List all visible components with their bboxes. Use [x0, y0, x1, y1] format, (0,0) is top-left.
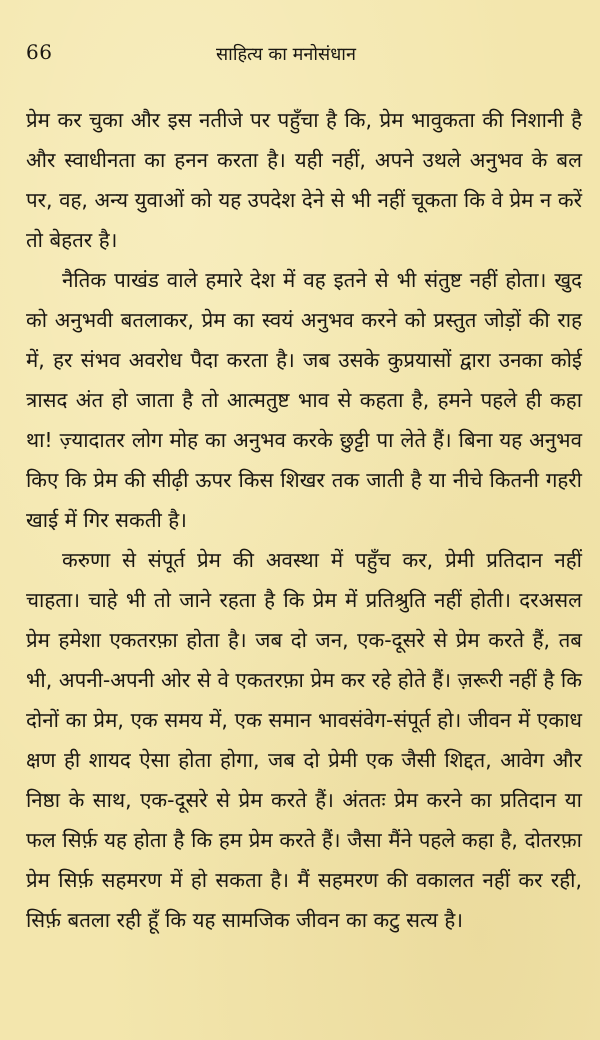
page-number: 66 — [26, 40, 53, 64]
paragraph-3: करुणा से संपूर्त प्रेम की अवस्था में पहुँच कर, प्रेमी प्रतिदान नहीं चाहता। चाहे भी तो जाने रहता है कि प्रेम में प्रतिश्रुति नहीं होती। दरअसल प्रेम हमेशा एकतरफ़ा होता है। जब दो जन, एक-दूसरे से प्रेम करते हैं, तब भी, अपनी-अपनी ओर से वे एकतरफ़ा प्रेम कर रहे होते हैं। ज़रूरी नहीं है कि दोनों का प्रेम, एक समय में, एक समान भावसंवेग-संपूर्त हो। जीवन में एकाध क्षण ही शायद ऐसा होता होगा, जब दो प्रेमी एक जैसी शिद्दत, आवेग और निष्ठा के साथ, एक-दूसरे से प्रेम करते हैं। अंततः प्रेम करने का प्रतिदान या फल सिर्फ़ यह होता है कि हम प्रेम करते हैं। जैसा मैंने पहले कहा है, दोतरफ़ा प्रेम सिर्फ़ सहमरण में हो सकता है। मैं सहमरण की वकालत नहीं कर रही, सिर्फ़ बतला रही हूँ कि यह सामजिक जीवन का कटु सत्य है। — [26, 548, 582, 932]
paragraph-2: नैतिक पाखंड वाले हमारे देश में वह इतने से भी संतुष्ट नहीं होता। खुद को अनुभवी बतलाकर, प्रेम का स्वयं अनुभव करने को प्रस्तुत जोड़ों की राह में, हर संभव अवरोध पैदा करता है। जब उसके कुप्रयासों द्वारा उनका कोई त्रासद अंत हो जाता है तो आत्मतुष्ट भाव से कहता है, हमने पहले ही कहा था! ज़्यादातर लोग मोह का अनुभव करके छुट्टी पा लेते हैं। बिना यह अनुभव किए कि प्रेम की सीढ़ी ऊपर किस शिखर तक जाती है या नीचे कितनी गहरी खाई में गिर सकती है। — [26, 268, 582, 532]
page-header — [26, 40, 574, 76]
body-text — [26, 100, 582, 940]
running-title: साहित्य का मनोसंधान — [216, 44, 356, 65]
paragraph-1: प्रेम कर चुका और इस नतीजे पर पहुँचा है कि, प्रेम भावुकता की निशानी है और स्वाधीनता का हनन करता है। यही नहीं, अपने उथले अनुभव के बल पर, वह, अन्य युवाओं को यह उपदेश देने से भी नहीं चूकता कि वे प्रेम न करें तो बेहतर है। — [26, 108, 582, 252]
